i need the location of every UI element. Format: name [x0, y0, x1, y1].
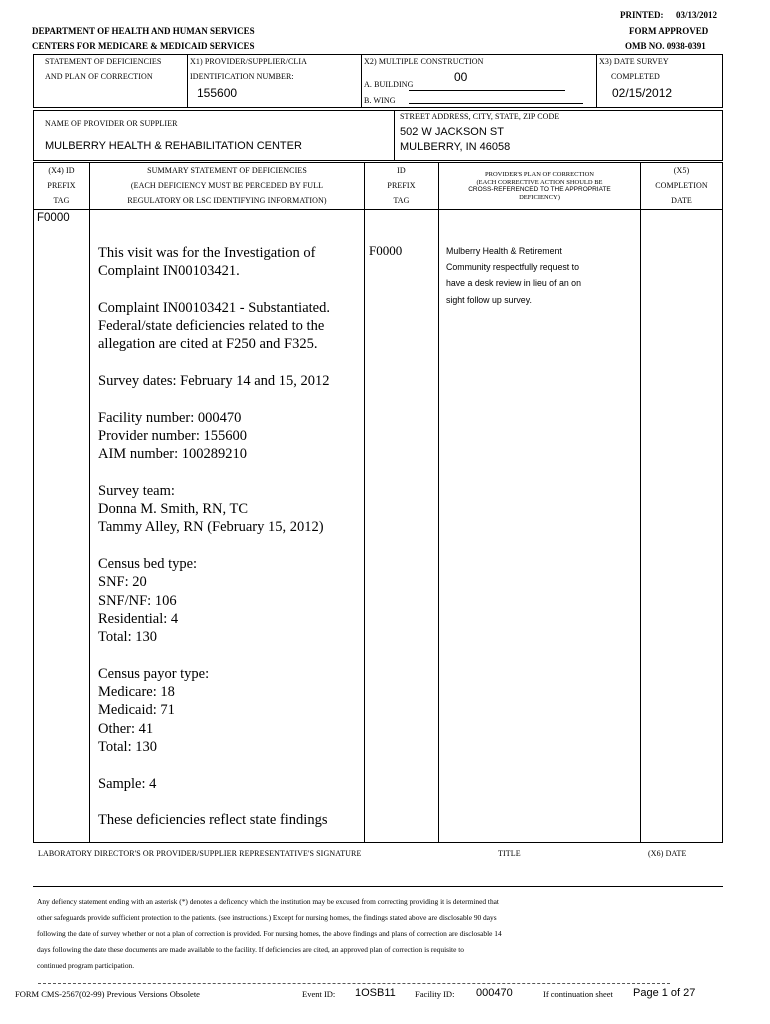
- statement-label-1: STATEMENT OF DEFICIENCIES: [45, 57, 162, 66]
- printed-label: PRINTED:: [620, 10, 664, 20]
- survey-completed-date: 02/15/2012: [612, 86, 673, 100]
- summary-line: Census payor type:: [98, 665, 210, 682]
- disclaimer-line: Any defiency statement ending with an asterisk (*) denotes a deficency which the institution may be excused from correcting providing it is determined that: [37, 897, 499, 906]
- form-approved: FORM APPROVED: [629, 26, 709, 36]
- summary-block: [98, 482, 360, 537]
- plan-header-2: (EACH CORRECTIVE ACTION SHOULD BE: [476, 179, 603, 186]
- summary-line: Residential: 4: [98, 610, 179, 627]
- summary-line: allegation are cited at F250 and F325.: [98, 336, 318, 353]
- summary-block: [98, 811, 360, 829]
- page-number: Page 1 of 27: [633, 987, 696, 999]
- building-value: 00: [454, 70, 468, 84]
- provider-name-label: NAME OF PROVIDER OR SUPPLIER: [45, 119, 178, 128]
- summary-line: Complaint IN00103421.: [98, 263, 240, 280]
- summary-line: Medicaid: 71: [98, 702, 175, 719]
- x2-label: X2) MULTIPLE CONSTRUCTION: [364, 57, 484, 66]
- summary-line: Sample: 4: [98, 775, 157, 792]
- summary-line: Survey team:: [98, 482, 175, 499]
- summary-line: Donna M. Smith, RN, TC: [98, 501, 248, 518]
- x1-label-1: X1) PROVIDER/SUPPLIER/CLIA: [190, 57, 308, 66]
- plan-line: Community respectfully request to: [446, 262, 579, 273]
- signature-label: LABORATORY DIRECTOR'S OR PROVIDER/SUPPLIER REPRESENTATIVE'S SIGNATURE: [38, 849, 362, 858]
- summary-line: SNF: 20: [98, 574, 147, 591]
- id-header-2: PREFIX: [387, 181, 416, 190]
- x4-header-2: PREFIX: [47, 181, 76, 190]
- omb-number: OMB NO. 0938-0391: [625, 41, 706, 51]
- plan-line: have a desk review in lieu of an on: [446, 278, 581, 289]
- city-state-zip: MULBERRY, IN 46058: [400, 141, 511, 153]
- id-header-1: ID: [397, 166, 406, 175]
- date-label: (X6) DATE: [648, 849, 687, 858]
- summary-line: Federal/state deficiencies related to the: [98, 318, 325, 335]
- x4-header-1: (X4) ID: [48, 166, 75, 175]
- summary-header-3: REGULATORY OR LSC IDENTIFYING INFORMATION): [127, 196, 327, 205]
- x5-header-1: (X5): [673, 166, 690, 175]
- x3-label-2: COMPLETED: [611, 72, 660, 81]
- summary-header-1: SUMMARY STATEMENT OF DEFICIENCIES: [147, 166, 307, 175]
- plan-line: Mulberry Health & Retirement: [446, 246, 562, 256]
- form-number: FORM CMS-2567(02-99) Previous Versions Obsolete: [15, 989, 200, 999]
- summary-header-2: (EACH DEFICIENCY MUST BE PERCEDED BY FULL: [130, 181, 324, 190]
- summary-line: Complaint IN00103421 - Substantiated.: [98, 299, 330, 316]
- summary-block: [98, 372, 360, 390]
- x3-label-1: X3) DATE SURVEY: [599, 57, 669, 66]
- summary-block: [98, 299, 360, 354]
- disclaimer-line: days following the date these documents are made available to the facility. If deficiencies are cited, an approved plan of correction is requisite to: [37, 945, 464, 955]
- summary-line: Tammy Alley, RN (February 15, 2012): [98, 519, 324, 536]
- street-address: 502 W JACKSON ST: [400, 126, 504, 138]
- disclaimer-text: [37, 894, 717, 974]
- address-label: STREET ADDRESS, CITY, STATE, ZIP CODE: [400, 112, 560, 121]
- event-id: 1OSB11: [355, 987, 396, 999]
- disclaimer-line: continued program participation.: [37, 961, 135, 971]
- plan-line: sight follow up survey.: [446, 294, 532, 305]
- summary-line: SNF/NF: 106: [98, 592, 177, 609]
- id-header-3: TAG: [393, 196, 410, 205]
- summary-statement: [98, 244, 360, 848]
- provider-id-number: 155600: [197, 86, 238, 100]
- prefix-tag-right: F0000: [369, 243, 403, 258]
- plan-of-correction: [446, 243, 636, 308]
- printed-date: 03/13/2012: [676, 10, 718, 20]
- summary-line: Survey dates: February 14 and 15, 2012: [98, 373, 330, 390]
- plan-header-1: PROVIDER'S PLAN OF CORRECTION: [485, 171, 594, 178]
- x5-header-2: COMPLETION: [655, 181, 708, 190]
- summary-block: [98, 775, 360, 793]
- summary-line: Medicare: 18: [98, 684, 175, 701]
- prefix-tag-left: F0000: [37, 212, 70, 224]
- summary-line: Other: 41: [98, 720, 154, 737]
- summary-block: [98, 555, 360, 646]
- x1-label-2: IDENTIFICATION NUMBER:: [190, 72, 294, 81]
- centers-name: CENTERS FOR MEDICARE & MEDICAID SERVICES: [32, 41, 255, 51]
- provider-name: MULBERRY HEALTH & REHABILITATION CENTER: [45, 140, 302, 152]
- summary-line: AIM number: 100289210: [98, 446, 248, 463]
- wing-label: B. WING: [364, 96, 396, 105]
- title-label: TITLE: [498, 849, 521, 858]
- summary-line: Total: 130: [98, 739, 157, 756]
- facility-id-label: Facility ID:: [415, 989, 455, 999]
- summary-line: This visit was for the Investigation of: [98, 245, 316, 261]
- continuation-label: If continuation sheet: [543, 989, 613, 999]
- summary-block: [98, 409, 360, 464]
- x4-header-3: TAG: [53, 196, 70, 205]
- statement-label-2: AND PLAN OF CORRECTION: [45, 72, 153, 81]
- event-id-label: Event ID:: [302, 989, 336, 999]
- summary-block: [98, 665, 360, 756]
- summary-line: Total: 130: [98, 629, 157, 646]
- disclaimer-line: following the date of survey whether or not a plan of correction is provided. For nursing homes, the above findings and plans of correction are disclosable 14: [37, 929, 502, 939]
- summary-line: Census bed type:: [98, 556, 198, 573]
- disclaimer-line: other safeguards provide sufficient protection to the patients. (see instructions.) Except for nursing homes, the findings stated above are disclosable 90 days: [37, 913, 497, 923]
- summary-block: [98, 244, 360, 281]
- summary-line: Provider number: 155600: [98, 427, 248, 444]
- department-name: DEPARTMENT OF HEALTH AND HUMAN SERVICES: [32, 26, 255, 36]
- summary-line: Facility number: 000470: [98, 409, 242, 426]
- facility-id: 000470: [476, 987, 513, 999]
- x5-header-3: DATE: [671, 196, 692, 205]
- building-label: A. BUILDING: [364, 80, 414, 89]
- plan-header-3: CROSS-REFERENCED TO THE APPROPRIATE: [468, 186, 611, 193]
- summary-line: These deficiencies reflect state findings: [98, 812, 328, 829]
- plan-header-4: DEFICIENCY): [519, 194, 560, 201]
